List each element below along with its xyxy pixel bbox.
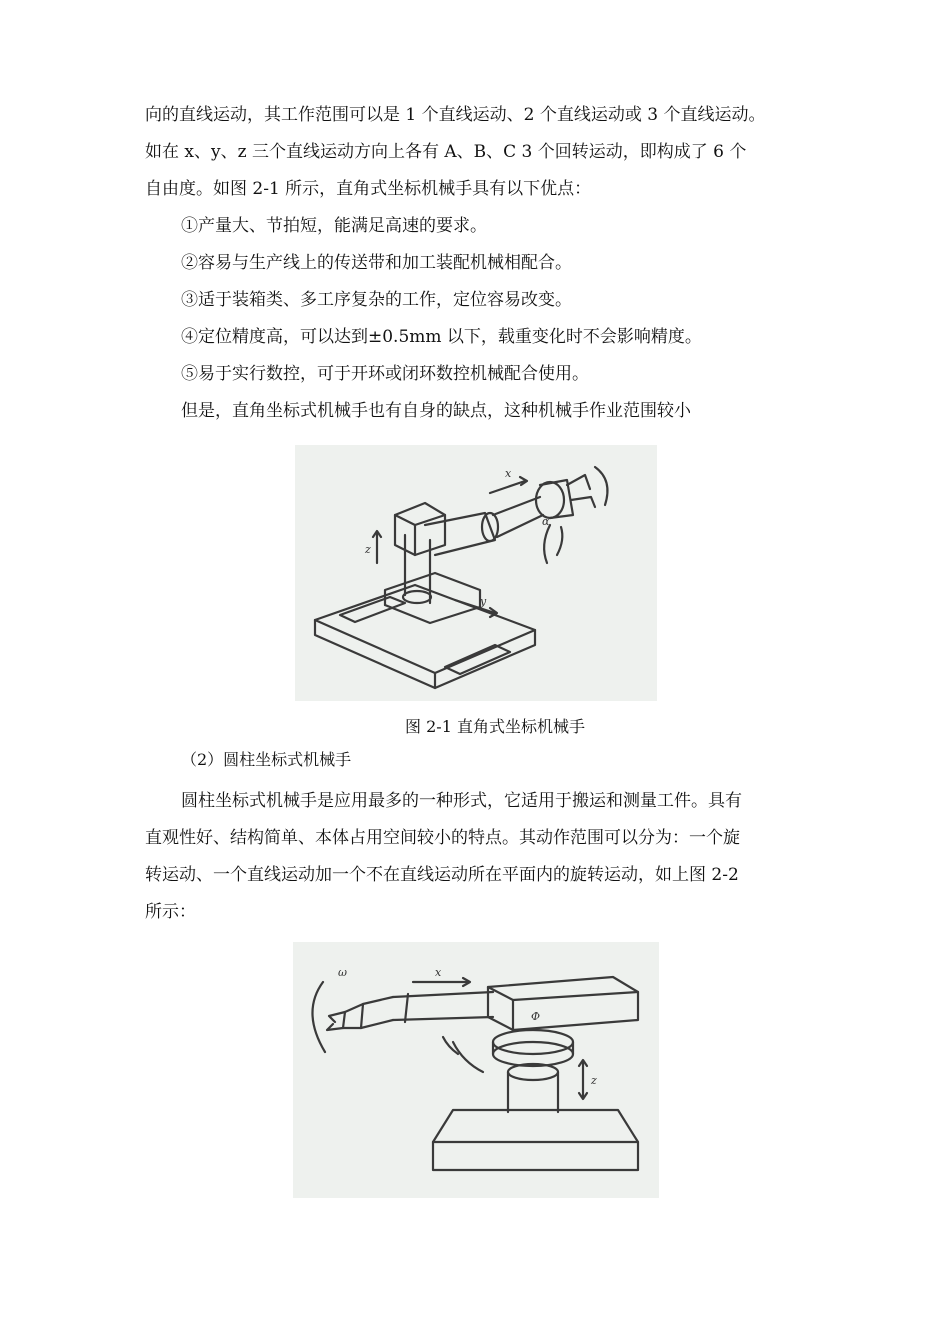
advantages-list (145, 208, 815, 430)
text-line: 如在 x、y、z 三个直线运动方向上各有 A、B、C 3 个回转运动，即构成了 6 个 (145, 142, 747, 162)
cartesian-robot-drawing (295, 445, 657, 701)
figure2-label-phi: Φ (531, 1010, 541, 1023)
paragraph-intro (145, 97, 815, 208)
list-item: ③适于装箱类、多工序复杂的工作，定位容易改变。 (181, 290, 572, 310)
text-line: 向的直线运动，其工作范围可以是 1 个直线运动、2 个直线运动或 3 个直线运动。 (145, 105, 766, 125)
list-item: ①产量大、节拍短，能满足高速的要求。 (181, 216, 487, 236)
text-line: 直观性好、结构简单、本体占用空间较小的特点。其动作范围可以分为：一个旋 (145, 828, 740, 848)
list-item: ②容易与生产线上的传送带和加工装配机械相配合。 (181, 253, 572, 273)
text-line: 转运动、一个直线运动加一个不在直线运动所在平面内的旋转运动，如上图 2-2 (145, 865, 739, 885)
figure-cartesian-robot (295, 445, 657, 701)
disadvantage-text: 但是，直角坐标式机械手也有自身的缺点，这种机械手作业范围较小 (181, 401, 691, 421)
paragraph-cylindrical (145, 783, 815, 931)
section-heading: （2）圆柱坐标式机械手 (181, 750, 352, 769)
list-item: ④定位精度高，可以达到±0.5mm 以下，载重变化时不会影响精度。 (181, 327, 702, 347)
figure2-label-x: x (435, 966, 442, 979)
figure1-label-z: z (365, 543, 371, 556)
figure1-label-y: y (480, 595, 487, 608)
figure2-label-z: z (591, 1074, 597, 1087)
text-line: 所示： (145, 902, 196, 922)
cylindrical-robot-drawing (293, 942, 659, 1198)
figure-cylindrical-robot (293, 942, 659, 1198)
figure2-label-omega: ω (338, 966, 347, 979)
figure1-label-x: x (505, 467, 512, 480)
text-line: 自由度。如图 2-1 所示，直角式坐标机械手具有以下优点： (145, 179, 592, 199)
figure-1-caption: 图 2-1 直角式坐标机械手 (405, 717, 585, 736)
text-line: 圆柱坐标式机械手是应用最多的一种形式，它适用于搬运和测量工件。具有 (181, 791, 742, 811)
figure1-label-alpha: α (542, 515, 550, 528)
list-item: ⑤易于实行数控，可于开环或闭环数控机械配合使用。 (181, 364, 589, 384)
